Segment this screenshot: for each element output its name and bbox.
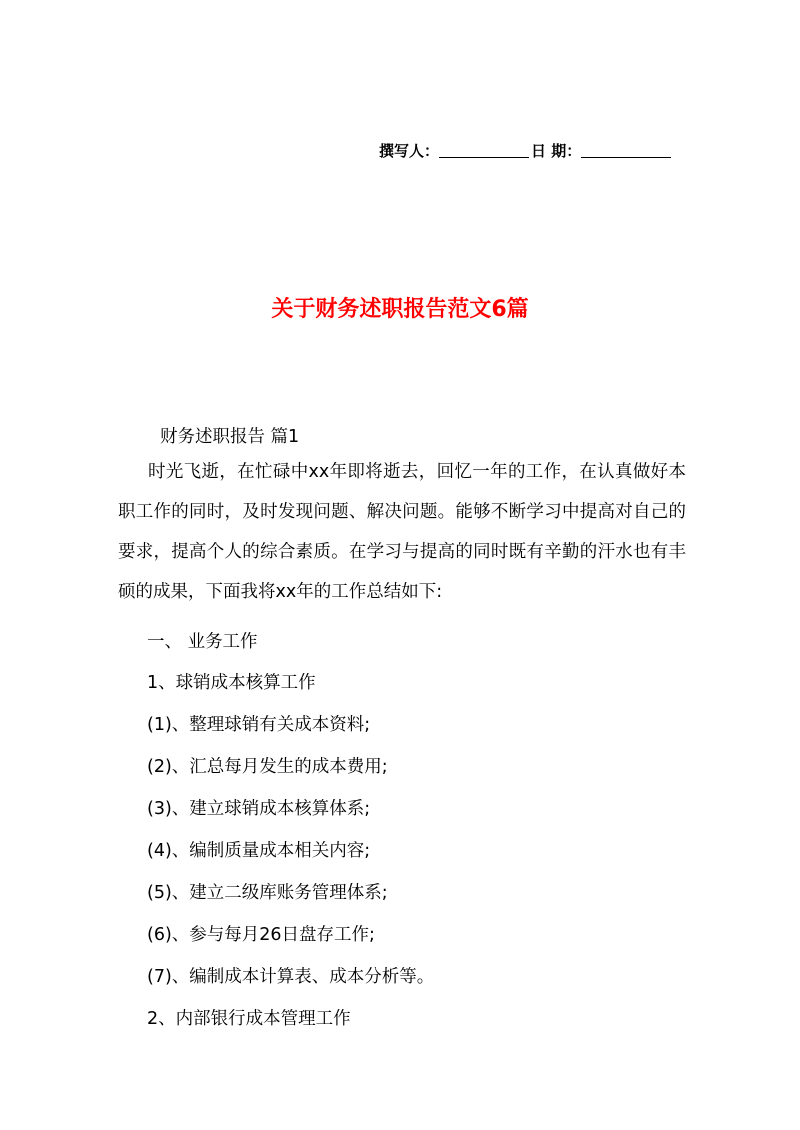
list-item: 一、 业务工作 [147,632,258,652]
date-label: 日 期： [531,142,582,160]
date-blank [581,143,671,158]
list-item: (2)、汇总每月发生的成本费用; [147,757,388,777]
list-item: (4)、编制质量成本相关内容; [147,841,371,861]
section-heading: 财务述职报告 篇1 [160,427,300,447]
list-item: (6)、参与每月26日盘存工作; [147,925,375,945]
list-item: 2、内部银行成本管理工作 [147,1009,351,1029]
intro-paragraph: 时光飞逝，在忙碌中xx年即将逝去，回忆一年的工作，在认真做好本职工作的同时，及时发现问题、解决问题。能够不断学习中提高对自己的要求，提高个人的综合素质。在学习与提高的同时既有辛勤的汗水也有丰硕的成果，下面我将xx年的工作总结如下: [118,462,686,602]
list-item: 1、球销成本核算工作 [147,673,316,693]
author-date-line [379,140,671,161]
list-item: (5)、建立二级库账务管理体系; [147,883,388,903]
list-item: (3)、建立球销成本核算体系; [147,799,371,819]
list-item: (1)、整理球销有关成本资料; [147,715,371,735]
author-label: 撰写人： [379,142,440,160]
list-item: (7)、编制成本计算表、成本分析等。 [147,967,435,987]
document-title: 关于财务述职报告范文6篇 [271,297,529,322]
author-blank [439,143,529,158]
